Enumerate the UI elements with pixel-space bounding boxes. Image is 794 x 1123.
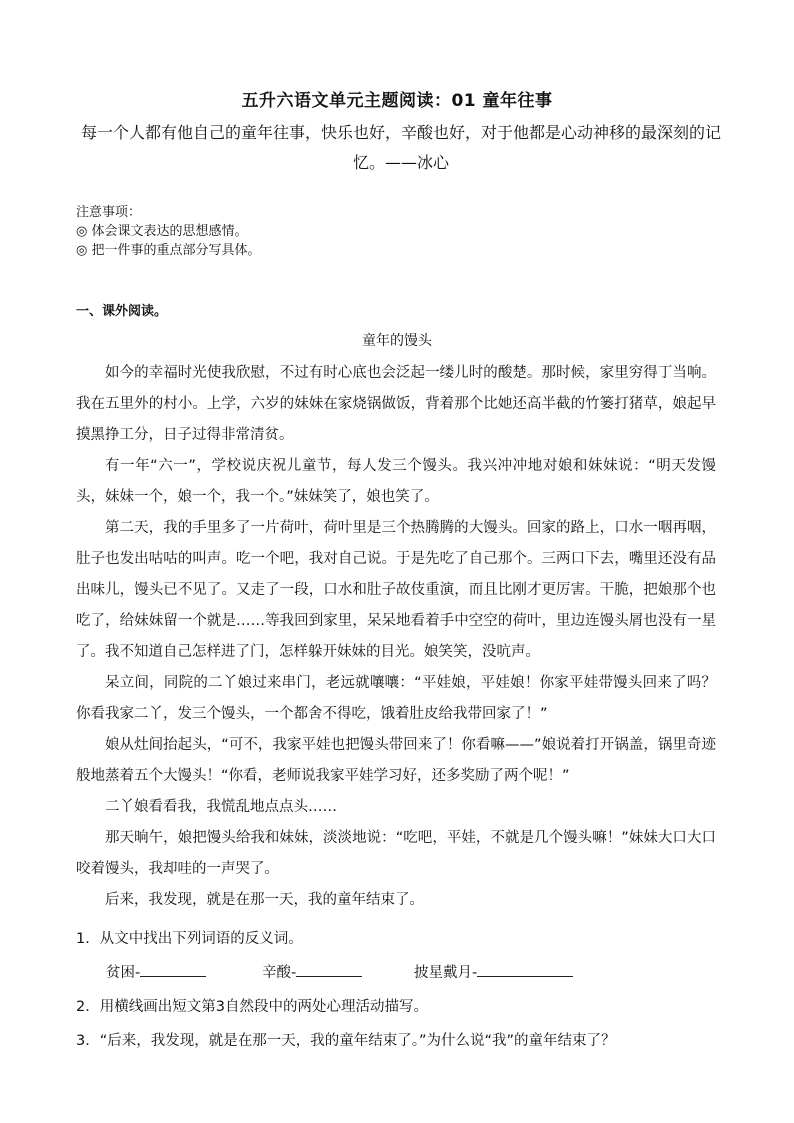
antonym-word: 贫困- xyxy=(106,965,141,981)
answer-blank[interactable] xyxy=(296,962,362,977)
story-paragraph: 第二天，我的手里多了一片荷叶，荷叶里是三个热腾腾的大馒头。回家的路上，口水一咽再咽，肚子也发出咕咕的叫声。吃一个吧，我对自己说。于是先吃了自己那个。三两口下去，嘴里还没有品出味儿，馒头已不见了。又走了一段，口水和肚子故伎重演，而且比刚才更厉害。干脆，把娘那个也吃了，给妹妹留一个就是……等我回到家里，呆呆地看着手中空空的荷叶，里边连馒头屑也没有一星了。我不知道自己怎样进了门，怎样躲开妹妹的目光。娘笑笑，没吭声。 xyxy=(76,520,716,660)
question-2: 2．用横线画出短文第3自然段中的两处心理活动描写。 xyxy=(76,999,428,1015)
antonym-blanks xyxy=(76,956,716,990)
epigraph-quote: 每一个人都有他自己的童年往事，快乐也好，辛酸也好，对于他都是心动神移的最深刻的记忆。——冰心 xyxy=(80,123,721,172)
answer-blank[interactable] xyxy=(477,962,573,977)
section-heading: 一、课外阅读。 xyxy=(76,304,168,319)
story-paragraph: 呆立间，同院的二丫娘过来串门，老远就嚷嚷：“平娃娘，平娃娘！你家平娃带馒头回来了吗？你看我家二丫，发三个馒头，一个都舍不得吃，饿着肚皮给我带回家了！” xyxy=(76,675,716,722)
notes-item: ◎ 把一件事的重点部分写具体。 xyxy=(76,243,261,258)
answer-blank[interactable] xyxy=(140,962,206,977)
page-title: 五升六语文单元主题阅读：01 童年往事 xyxy=(241,91,553,111)
notes-item: ◎ 体会课文表达的思想感情。 xyxy=(76,224,248,239)
story-paragraph: 如今的幸福时光使我欣慰，不过有时心底也会泛起一缕儿时的酸楚。那时候，家里穷得丁当响。我在五里外的村小。上学，六岁的妹妹在家烧锅做饭，背着那个比她还高半截的竹篓打猪草，娘起早摸黑挣工分，日子过得非常清贫。 xyxy=(76,365,716,443)
antonym-item xyxy=(106,956,262,990)
story-body xyxy=(76,358,716,916)
story-paragraph: 二丫娘看看我，我慌乱地点点头…… xyxy=(105,799,337,815)
antonym-item xyxy=(414,956,573,990)
questions-block xyxy=(76,922,716,1058)
antonym-word: 披星戴月- xyxy=(414,965,478,981)
story-title: 童年的馒头 xyxy=(362,333,432,349)
story-paragraph: 有一年“六一”，学校说庆祝儿童节，每人发三个馒头。我兴冲冲地对娘和妹妹说：“明天发馒头，妹妹一个，娘一个，我一个。”妹妹笑了，娘也笑了。 xyxy=(76,458,716,505)
question-3: 3．“后来，我发现，就是在那一天，我的童年结束了。”为什么说“我”的童年结束了？ xyxy=(76,1033,616,1049)
notes-heading: 注意事项： xyxy=(76,205,142,220)
story-paragraph: 那天晌午，娘把馒头给我和妹妹，淡淡地说：“吃吧，平娃，不就是几个馒头嘛！”妹妹大口大口咬着馒头，我却哇的一声哭了。 xyxy=(76,830,716,877)
antonym-item xyxy=(262,956,414,990)
notes-block xyxy=(76,203,260,260)
story-paragraph: 娘从灶间抬起头，“可不，我家平娃也把馒头带回来了！你看嘛——”娘说着打开锅盖，锅里奇迹般地蒸着五个大馒头！“你看，老师说我家平娃学习好，还多奖励了两个呢！” xyxy=(76,737,716,784)
antonym-word: 辛酸- xyxy=(262,965,297,981)
story-paragraph: 后来，我发现，就是在那一天，我的童年结束了。 xyxy=(105,892,424,908)
question-1: 1．从文中找出下列词语的反义词。 xyxy=(76,931,303,947)
